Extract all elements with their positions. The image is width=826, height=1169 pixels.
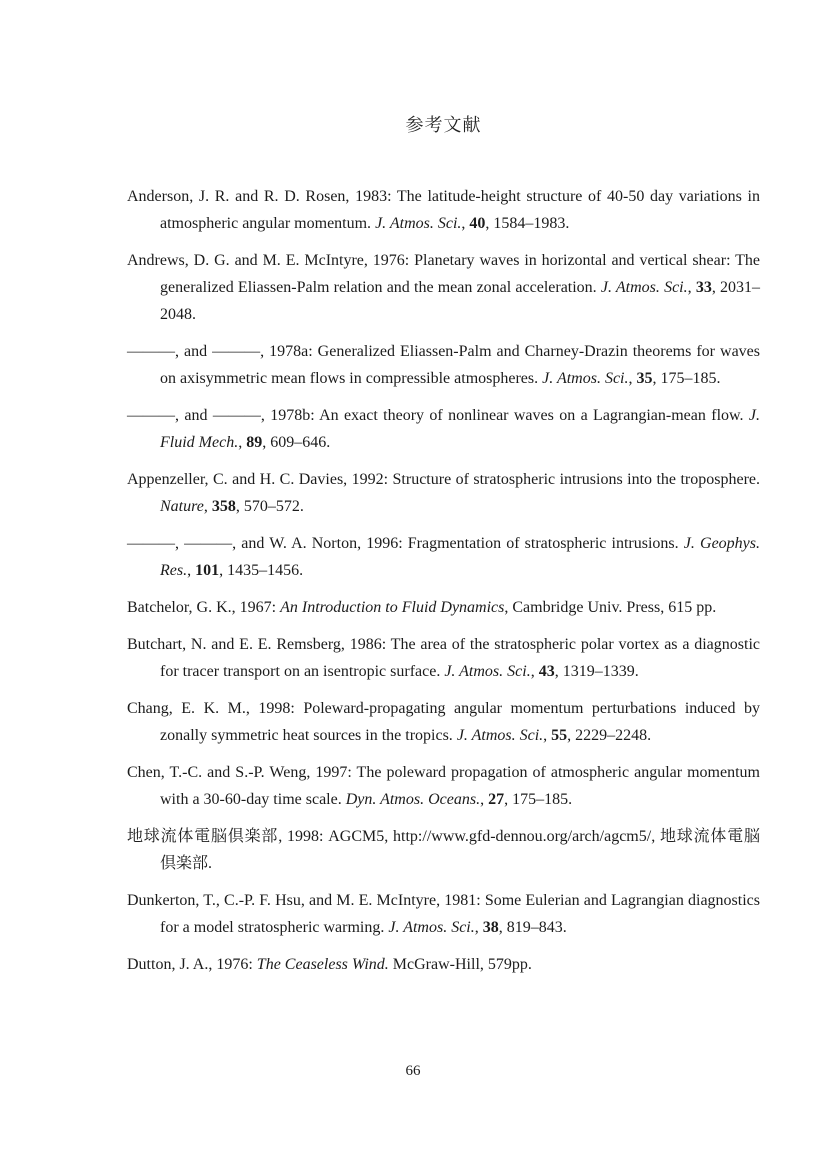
reference-entry bbox=[127, 338, 760, 392]
page-content bbox=[127, 111, 760, 988]
reference-segment: Chang, E. K. M., 1998: Poleward-propagating angular momentum perturbations induced by zonally symmetric heat sources in the tropics. bbox=[127, 700, 760, 744]
reference-segment: J. Atmos. Sci. bbox=[444, 663, 531, 680]
reference-segment: , 175–185. bbox=[652, 370, 721, 387]
reference-segment: J. Atmos. Sci. bbox=[542, 370, 629, 387]
reference-segment: , bbox=[687, 279, 696, 296]
references-list bbox=[127, 183, 760, 978]
page-title: 参考文献 bbox=[405, 115, 482, 136]
reference-segment: Dutton, J. A., 1976: bbox=[127, 956, 257, 973]
reference-segment: 43 bbox=[538, 663, 555, 680]
reference-segment: 358 bbox=[211, 498, 236, 515]
reference-segment: , 1435–1456. bbox=[219, 562, 304, 579]
reference-entry bbox=[127, 695, 760, 749]
reference-entry bbox=[127, 530, 760, 584]
reference-segment: , bbox=[187, 562, 196, 579]
reference-segment: J. Atmos. Sci. bbox=[388, 919, 475, 936]
reference-segment: , 570–572. bbox=[235, 498, 304, 515]
reference-segment: Dyn. Atmos. Oceans. bbox=[345, 791, 481, 808]
reference-segment: 33 bbox=[695, 279, 712, 296]
reference-segment: , 1584–1983. bbox=[485, 215, 570, 232]
reference-entry bbox=[127, 759, 760, 813]
reference-segment: Dunkerton, T., C.-P. F. Hsu, and M. E. McIntyre, 1981: Some Eulerian and Lagrangian diagnostics for a model stratospheric warming. bbox=[127, 892, 760, 936]
reference-segment: 55 bbox=[551, 727, 568, 744]
reference-entry bbox=[127, 887, 760, 941]
reference-segment: J. Atmos. Sci. bbox=[456, 727, 544, 744]
reference-entry bbox=[127, 247, 760, 328]
reference-segment: , bbox=[474, 919, 483, 936]
reference-entry bbox=[127, 594, 760, 621]
reference-entry bbox=[127, 631, 760, 685]
reference-segment: Chen, T.-C. and S.-P. Weng, 1997: The poleward propagation of atmospheric angular momentum with a 30-60-day time scale. bbox=[127, 764, 760, 808]
reference-segment: , bbox=[543, 727, 552, 744]
reference-segment: , 1319–1339. bbox=[554, 663, 639, 680]
reference-segment: ———, and ———, 1978b: An exact theory of nonlinear waves on a Lagrangian-mean flow. bbox=[127, 407, 749, 424]
reference-segment: J. Atmos. Sci. bbox=[600, 279, 688, 296]
page-number: 66 bbox=[405, 1063, 421, 1079]
reference-segment: , 609–646. bbox=[262, 434, 331, 451]
reference-entry bbox=[127, 183, 760, 237]
reference-entry bbox=[127, 402, 760, 456]
reference-segment: Nature bbox=[160, 498, 204, 515]
reference-segment: ———, ———, and W. A. Norton, 1996: Fragmentation of stratospheric intrusions. bbox=[127, 535, 684, 552]
reference-segment: , Cambridge Univ. Press, 615 pp. bbox=[504, 599, 717, 616]
reference-segment: Butchart, N. and E. E. Remsberg, 1986: The area of the stratospheric polar vortex as a diagnostic for tracer transport on an isentropic surface. bbox=[127, 636, 760, 680]
reference-segment: Andrews, D. G. and M. E. McIntyre, 1976: Planetary waves in horizontal and vertical shear: The generalized Eliassen-Palm relation and the mean zonal acceleration. bbox=[127, 252, 760, 296]
reference-segment: 地球流体電脳倶楽部, 1998: AGCM5, http://www.gfd-dennou.org/arch/agcm5/, 地球流体電脳倶楽部. bbox=[127, 828, 760, 872]
reference-entry bbox=[127, 466, 760, 520]
reference-segment: 101 bbox=[195, 562, 220, 579]
reference-segment: , 819–843. bbox=[498, 919, 567, 936]
reference-entry bbox=[127, 951, 760, 978]
reference-segment: , bbox=[480, 791, 489, 808]
reference-segment: , 2229–2248. bbox=[567, 727, 652, 744]
reference-segment: An Introduction to Fluid Dynamics bbox=[280, 599, 505, 616]
reference-segment: , bbox=[203, 498, 212, 515]
reference-segment: , bbox=[238, 434, 247, 451]
reference-segment: J. Atmos. Sci. bbox=[375, 215, 462, 232]
reference-segment: Batchelor, G. K., 1967: bbox=[127, 599, 281, 616]
reference-segment: McGraw-Hill, 579pp. bbox=[388, 956, 532, 973]
reference-segment: Anderson, J. R. and R. D. Rosen, 1983: The latitude-height structure of 40-50 day variations in atmospheric angular momentum. bbox=[127, 188, 760, 232]
reference-segment: , 2031–2048. bbox=[160, 279, 761, 323]
reference-segment: 27 bbox=[488, 791, 505, 808]
reference-segment: J. Fluid Mech. bbox=[160, 407, 760, 451]
reference-segment: , 175–185. bbox=[504, 791, 573, 808]
reference-segment: , bbox=[530, 663, 539, 680]
reference-segment: 40 bbox=[469, 215, 486, 232]
reference-segment: 89 bbox=[246, 434, 263, 451]
reference-segment: 35 bbox=[636, 370, 653, 387]
reference-segment: ———, and ———, 1978a: Generalized Eliassen-Palm and Charney-Drazin theorems for waves on axisymmetric mean flows in compressible atmospheres. bbox=[127, 343, 760, 387]
reference-segment: , bbox=[628, 370, 637, 387]
reference-segment: 38 bbox=[482, 919, 499, 936]
reference-segment: Appenzeller, C. and H. C. Davies, 1992: Structure of stratospheric intrusions into the troposphere. bbox=[127, 471, 760, 488]
reference-segment: , bbox=[461, 215, 470, 232]
reference-segment: J. Geophys. Res. bbox=[160, 535, 760, 579]
reference-segment: The Ceaseless Wind. bbox=[256, 956, 389, 973]
reference-entry bbox=[127, 823, 760, 877]
